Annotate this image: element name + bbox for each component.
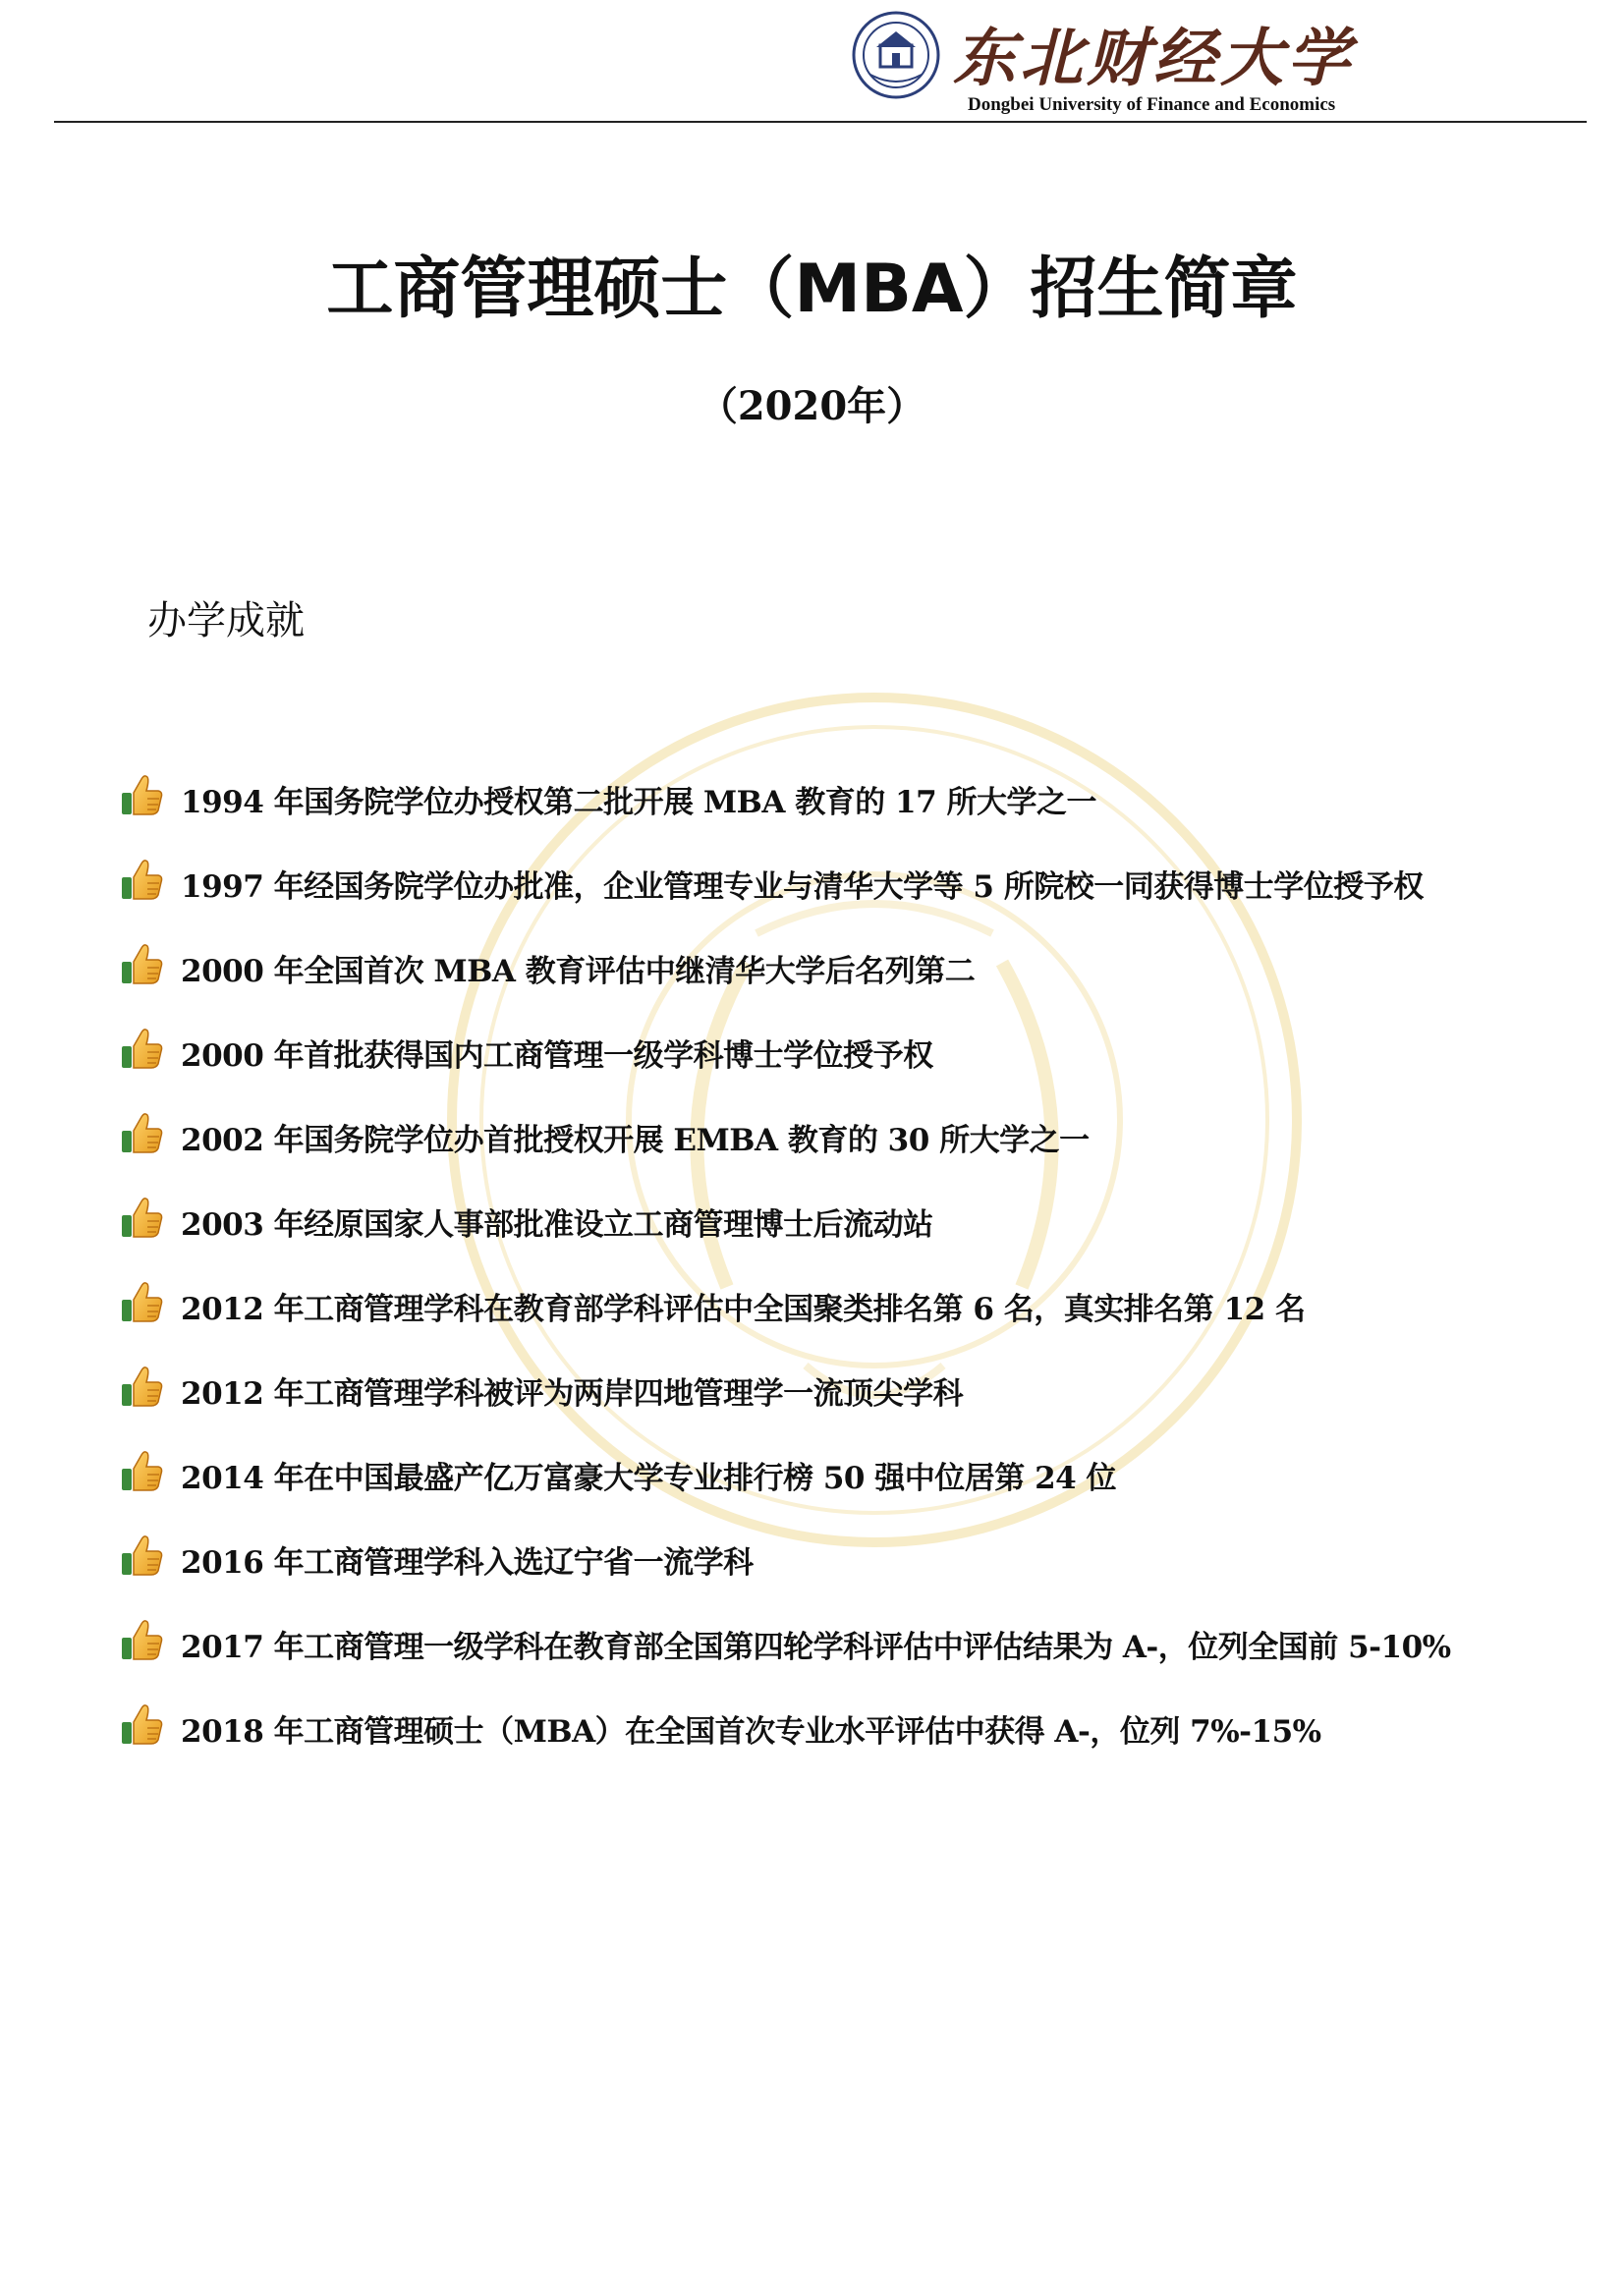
achievement-text: 2002 年国务院学位办首批授权开展 EMBA 教育的 30 所大学之一: [181, 1122, 1090, 1158]
thumbs-up-icon: [118, 1447, 165, 1494]
achievement-text: 2014 年在中国最盛产亿万富豪大学专业排行榜 50 强中位居第 24 位: [181, 1460, 1117, 1496]
list-item: [118, 925, 1592, 1010]
list-item: [118, 1686, 1592, 1770]
thumbs-up-icon: [118, 1363, 165, 1410]
achievement-text: 2003 年经原国家人事部批准设立工商管理博士后流动站: [181, 1206, 933, 1243]
section-heading: 办学成就: [147, 598, 305, 643]
achievement-text: 1994 年国务院学位办授权第二批开展 MBA 教育的 17 所大学之一: [181, 784, 1096, 820]
achievement-list: [118, 756, 1592, 1770]
achievement-text: 2012 年工商管理学科在教育部学科评估中全国聚类排名第 6 名，真实排名第 12 名: [181, 1291, 1306, 1327]
achievement-text: 2017 年工商管理一级学科在教育部全国第四轮学科评估中评估结果为 A-，位列全国前 5-10%: [181, 1629, 1451, 1665]
page-header: [0, 0, 1624, 128]
thumbs-up-icon: [118, 1532, 165, 1579]
university-name-cn: 东北财经大学: [953, 22, 1354, 95]
thumbs-up-icon: [118, 940, 165, 987]
thumbs-up-icon: [118, 1701, 165, 1748]
list-item: [118, 1094, 1592, 1179]
university-seal-icon: [851, 10, 941, 100]
list-item: [118, 1010, 1592, 1094]
achievement-text: 2012 年工商管理学科被评为两岸四地管理学一流顶尖学科: [181, 1375, 964, 1412]
achievement-text: 1997 年经国务院学位办批准，企业管理专业与清华大学等 5 所院校一同获得博士学位授予权: [181, 868, 1424, 905]
thumbs-up-icon: [118, 856, 165, 903]
header-divider: [54, 121, 1587, 123]
thumbs-up-icon: [118, 1616, 165, 1663]
list-item: [118, 1348, 1592, 1432]
achievement-text: 2016 年工商管理学科入选辽宁省一流学科: [181, 1544, 754, 1581]
list-item: [118, 1432, 1592, 1517]
university-name-en: Dongbei University of Finance and Economics: [968, 94, 1336, 115]
list-item: [118, 841, 1592, 925]
achievement-text: 2000 年首批获得国内工商管理一级学科博士学位授予权: [181, 1037, 933, 1074]
achievement-text: 2000 年全国首次 MBA 教育评估中继清华大学后名列第二: [181, 953, 976, 989]
list-item: [118, 1179, 1592, 1263]
list-item: [118, 1263, 1592, 1348]
achievement-text: 2018 年工商管理硕士（MBA）在全国首次专业水平评估中获得 A-，位列 7%-15%: [181, 1713, 1321, 1750]
list-item: [118, 756, 1592, 841]
page-subtitle: （2020年）: [698, 383, 926, 429]
list-item: [118, 1601, 1592, 1686]
thumbs-up-icon: [118, 1025, 165, 1072]
thumbs-up-icon: [118, 1278, 165, 1325]
list-item: [118, 1517, 1592, 1601]
thumbs-up-icon: [118, 1109, 165, 1156]
thumbs-up-icon: [118, 1194, 165, 1241]
page-title: 工商管理硕士（MBA）招生简章: [326, 251, 1298, 328]
thumbs-up-icon: [118, 771, 165, 818]
